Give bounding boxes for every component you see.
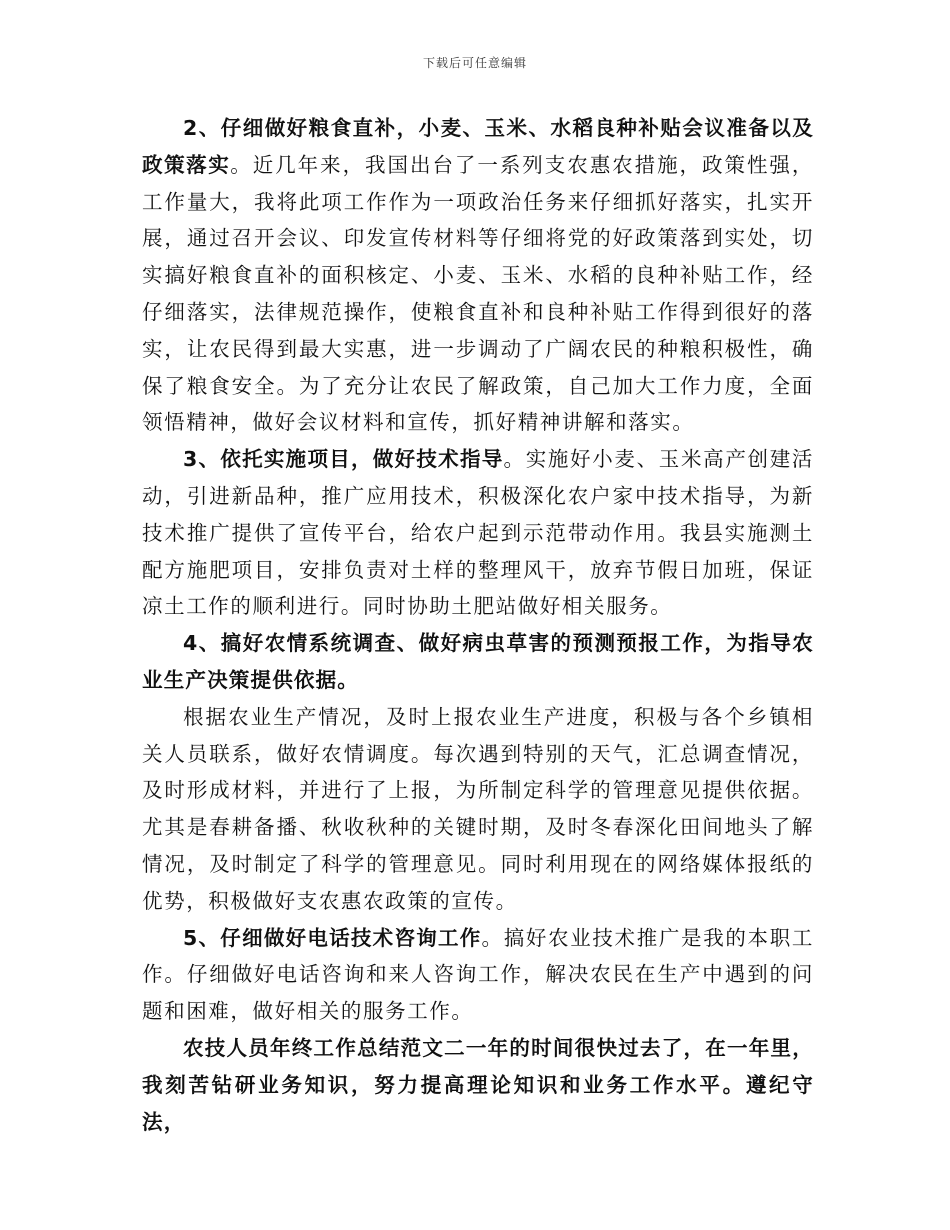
paragraph-text: 。搞好农业技术推广是我的本职工作。仔细做好电话咨询和来人咨询工作，解决农民在生产中遇到的问题和困难，做好相关的服务工作。 xyxy=(142,925,814,1024)
paragraph-heading: 农技人员年终工作总结范文二一年的时间很快过去了，在一年里，我刻苦钻研业务知识，努力提高理论知识和业务工作水平。遵纪守法， xyxy=(142,1035,814,1134)
paragraph-crop-survey-heading xyxy=(142,625,814,699)
paragraph-text: 根据农业生产情况，及时上报农业生产进度，积极与各个乡镇相关人员联系，做好农情调度。每次遇到特别的天气，汇总调查情况，及时形成材料，并进行了上报，为所制定科学的管理意见提供依据。尤其是春耕备播、秋收秋种的关键时期，及时冬春深化田间地头了解情况，及时制定了科学的管理意见。同时利用现在的网络媒体报纸的优势，积极做好支农惠农政策的宣传。 xyxy=(142,704,814,913)
document-body xyxy=(142,110,814,1140)
page-header: 下载后可任意编辑 xyxy=(422,56,527,70)
paragraph-heading: 3、依托实施项目，做好技术指导 xyxy=(183,447,504,472)
paragraph-crop-survey-body xyxy=(142,699,814,920)
paragraph-summary-two xyxy=(142,1030,814,1140)
paragraph-project-guidance xyxy=(142,441,814,625)
paragraph-heading: 4、搞好农情系统调查、做好病虫草害的预测预报工作，为指导农业生产决策提供依据。 xyxy=(142,631,814,692)
paragraph-phone-consulting xyxy=(142,920,814,1030)
paragraph-text: 。实施好小麦、玉米高产创建活动，引进新品种，推广应用技术，积极深化农户家中技术指导，为新技术推广提供了宣传平台，给农户起到示范带动作用。我县实施测土配方施肥项目，安排负责对土样的整理风干，放弃节假日加班，保证凉土工作的顺利进行。同时协助土肥站做好相关服务。 xyxy=(142,447,814,619)
paragraph-grain-subsidy xyxy=(142,110,814,441)
paragraph-text: 。近几年来，我国出台了一系列支农惠农措施，政策性强，工作量大，我将此项工作作为一项政治任务来仔细抓好落实，扎实开展，通过召开会议、印发宣传材料等仔细将党的好政策落到实处，切实搞好粮食直补的面积核定、小麦、玉米、水稻的良种补贴工作，经仔细落实，法律规范操作，使粮食直补和良种补贴工作得到很好的落实，让农民得到最大实惠，进一步调动了广阔农民的种粮积极性，确保了粮食安全。为了充分让农民了解政策，自己加大工作力度，全面领悟精神，做好会议材料和宣传，抓好精神讲解和落实。 xyxy=(142,152,814,435)
paragraph-heading: 2、仔细做好粮食直补，小麦、玉米、水稻良种补贴会议准备以及政策落实 xyxy=(142,116,814,177)
paragraph-heading: 5、仔细做好电话技术咨询工作 xyxy=(183,925,482,950)
